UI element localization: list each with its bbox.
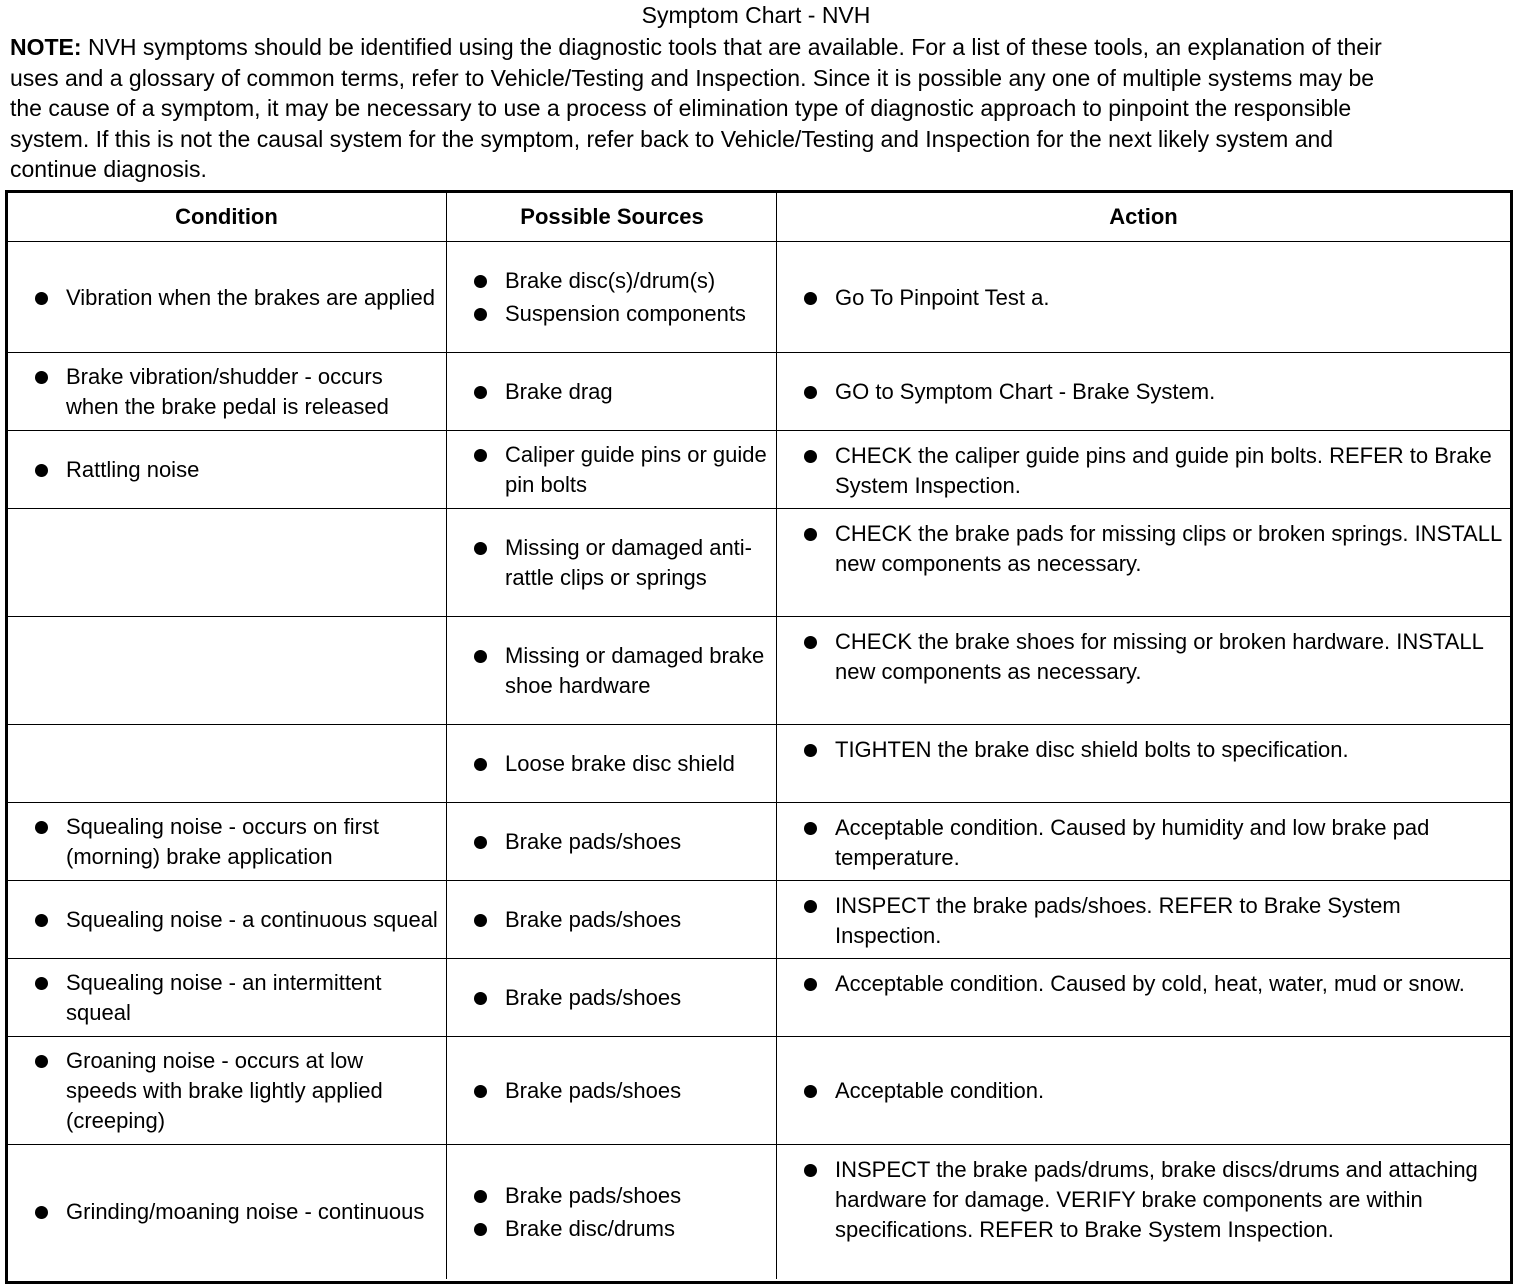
bullet-text: Acceptable condition. — [835, 1078, 1045, 1103]
bullet-item — [8, 362, 445, 422]
bullet-item — [8, 968, 445, 1028]
possible-sources-cell — [446, 1037, 777, 1145]
bullet-icon — [35, 371, 48, 384]
bullet-text: Loose brake disc shield — [505, 751, 735, 776]
condition-cell — [8, 1145, 445, 1279]
action-cell — [776, 959, 1510, 1037]
bullet-text: Brake pads/shoes — [505, 1182, 682, 1208]
bullet-text: GO to Symptom Chart - Brake System. — [835, 379, 1216, 404]
note-text: NVH symptoms should be identified using the diagnostic tools that are available. For a list of these tools, an explanation of their uses and a glossary of common terms, refer to Vehicle/Testing and Inspection. Since it is possible any one of multiple systems may be the cause of a symptom, it may be necessary to use a process of elimination type of diagnostic approach to pinpoint the responsible system. If this is not the causal system for the symptom, refer back to Vehicle/Testing and Inspection for the next likely system and continue diagnosis. — [10, 34, 1382, 182]
table-row — [8, 1144, 1510, 1279]
bullet-text: CHECK the caliper guide pins and guide pin bolts. REFER to Brake System Inspection. — [835, 442, 1492, 498]
bullet-icon — [35, 821, 48, 834]
bullet-icon — [474, 1190, 487, 1203]
bullet-icon — [804, 292, 817, 305]
action-cell — [776, 1145, 1510, 1279]
condition-cell — [8, 431, 445, 509]
possible-sources-cell — [446, 959, 777, 1037]
page-title: Symptom Chart - NVH — [641, 2, 871, 28]
possible-sources-cell — [446, 431, 777, 509]
bullet-text: Suspension components — [505, 301, 746, 326]
possible-sources-cell — [446, 509, 777, 617]
bullet-icon — [474, 650, 487, 663]
condition-cell — [8, 617, 445, 725]
bullet-item — [777, 969, 1510, 999]
bullet-text: Brake disc/drums — [505, 1215, 675, 1241]
condition-cell — [8, 881, 445, 959]
bullet-item — [447, 749, 777, 779]
bullet-text: Brake pads/shoes — [505, 985, 682, 1010]
bullet-item — [447, 533, 777, 593]
possible-sources-cell — [446, 1145, 777, 1279]
bullet-icon — [804, 450, 817, 463]
bullet-icon — [35, 977, 48, 990]
header-possible-sources: Possible Sources — [446, 193, 777, 241]
action-cell — [776, 509, 1510, 617]
bullet-icon — [804, 900, 817, 913]
bullet-icon — [35, 292, 48, 305]
bullet-icon — [804, 822, 817, 835]
bullet-icon — [35, 464, 48, 477]
table-row — [8, 616, 1510, 725]
bullet-item — [447, 983, 777, 1013]
bullet-item — [447, 1214, 777, 1244]
bullet-text: Brake vibration/shudder - occurs when the brake pedal is released — [66, 364, 389, 419]
bullet-text: Brake drag — [505, 379, 613, 404]
bullet-icon — [474, 992, 487, 1005]
bullet-text: Acceptable condition. Caused by humidity and low brake pad temperature. — [835, 814, 1430, 870]
table-row — [8, 508, 1510, 617]
bullet-item — [777, 1155, 1510, 1245]
action-cell — [776, 803, 1510, 881]
bullet-item — [447, 641, 777, 701]
bullet-text: Go To Pinpoint Test a. — [835, 284, 1050, 310]
table-header-row — [8, 193, 1510, 241]
bullet-item — [8, 455, 445, 485]
bullet-text: INSPECT the brake pads/shoes. REFER to Brake System Inspection. — [835, 892, 1401, 948]
bullet-text: Brake disc(s)/drum(s) — [505, 268, 716, 293]
bullet-icon — [474, 1223, 487, 1236]
bullet-item — [777, 283, 1510, 313]
condition-cell — [8, 959, 445, 1037]
bullet-icon — [804, 636, 817, 649]
bullet-text: Missing or damaged brake shoe hardware — [505, 643, 765, 698]
condition-cell — [8, 509, 445, 617]
bullet-icon — [474, 386, 487, 399]
bullet-item — [447, 1076, 777, 1106]
bullet-item — [447, 905, 777, 935]
bullet-text: Squealing noise - a continuous squeal — [66, 907, 438, 932]
action-cell — [776, 617, 1510, 725]
bullet-icon — [474, 1085, 487, 1098]
bullet-text: Brake pads/shoes — [505, 1078, 682, 1103]
bullet-item — [8, 905, 445, 935]
bullet-item — [447, 266, 777, 296]
bullet-text: Brake pads/shoes — [505, 907, 682, 932]
table-row — [8, 1036, 1510, 1145]
bullet-item — [447, 827, 777, 857]
bullet-item — [777, 813, 1510, 873]
bullet-icon — [474, 449, 487, 462]
action-cell — [776, 725, 1510, 803]
bullet-item — [777, 519, 1510, 579]
table-row — [8, 430, 1510, 509]
note-label: NOTE: — [10, 34, 82, 60]
bullet-item — [8, 1046, 445, 1136]
table-row — [8, 724, 1510, 803]
table-row — [8, 880, 1510, 959]
bullet-text: Brake pads/shoes — [505, 829, 682, 854]
note-paragraph — [10, 32, 1510, 185]
bullet-item — [777, 377, 1510, 407]
bullet-icon — [35, 914, 48, 927]
bullet-icon — [474, 542, 487, 555]
bullet-icon — [35, 1206, 48, 1219]
bullet-icon — [804, 744, 817, 757]
possible-sources-cell — [446, 881, 777, 959]
bullet-item — [777, 1076, 1510, 1106]
bullet-text: Caliper guide pins or guide pin bolts — [505, 442, 767, 497]
bullet-text: INSPECT the brake pads/drums, brake discs/drums and attaching hardware for damage. VERIFY brake components are within specifications. REFER to Brake System Inspection. — [835, 1156, 1478, 1242]
possible-sources-cell — [446, 353, 777, 431]
action-cell — [776, 431, 1510, 509]
condition-cell — [8, 1037, 445, 1145]
bullet-text: Groaning noise - occurs at low speeds with brake lightly applied (creeping) — [66, 1048, 383, 1133]
bullet-item — [777, 891, 1510, 951]
bullet-icon — [804, 528, 817, 541]
possible-sources-cell — [446, 242, 777, 353]
bullet-text: Missing or damaged anti-rattle clips or springs — [505, 535, 753, 590]
bullet-item — [8, 812, 445, 872]
header-action: Action — [776, 193, 1510, 241]
action-cell — [776, 353, 1510, 431]
table-row — [8, 802, 1510, 881]
table-row — [8, 352, 1510, 431]
bullet-icon — [474, 308, 487, 321]
bullet-item — [8, 283, 445, 313]
bullet-item — [8, 1197, 445, 1227]
possible-sources-cell — [446, 803, 777, 881]
bullet-icon — [474, 758, 487, 771]
condition-cell — [8, 725, 445, 803]
condition-cell — [8, 242, 445, 353]
bullet-text: Rattling noise — [66, 457, 200, 482]
bullet-icon — [804, 386, 817, 399]
bullet-item — [777, 735, 1510, 765]
possible-sources-cell — [446, 617, 777, 725]
bullet-text: Squealing noise - an intermittent squeal — [66, 970, 382, 1025]
symptom-table — [5, 190, 1513, 1284]
bullet-text: Grinding/moaning noise - continuous — [66, 1199, 425, 1224]
bullet-item — [777, 441, 1510, 501]
bullet-text: Acceptable condition. Caused by cold, heat, water, mud or snow. — [835, 970, 1465, 996]
bullet-icon — [804, 1085, 817, 1098]
condition-cell — [8, 803, 445, 881]
bullet-item — [447, 1181, 777, 1211]
bullet-icon — [804, 1164, 817, 1177]
bullet-text: Squealing noise - occurs on first (morning) brake application — [66, 814, 380, 869]
bullet-text: Vibration when the brakes are applied — [66, 284, 435, 310]
bullet-icon — [474, 836, 487, 849]
bullet-icon — [35, 1055, 48, 1068]
header-condition: Condition — [175, 204, 278, 229]
table-row — [8, 958, 1510, 1037]
action-cell — [776, 1037, 1510, 1145]
bullet-item — [447, 377, 777, 407]
bullet-text: CHECK the brake pads for missing clips or broken springs. INSTALL new components as necessary. — [835, 520, 1502, 576]
action-cell — [776, 881, 1510, 959]
bullet-item — [447, 299, 777, 329]
bullet-icon — [804, 978, 817, 991]
table-row — [8, 241, 1510, 353]
condition-cell — [8, 353, 445, 431]
bullet-icon — [474, 275, 487, 288]
bullet-text: CHECK the brake shoes for missing or broken hardware. INSTALL new components as necessary. — [835, 628, 1484, 684]
bullet-icon — [474, 914, 487, 927]
possible-sources-cell — [446, 725, 777, 803]
action-cell — [776, 242, 1510, 353]
bullet-item — [447, 440, 777, 500]
bullet-text: TIGHTEN the brake disc shield bolts to specification. — [835, 736, 1349, 762]
bullet-item — [777, 627, 1510, 687]
